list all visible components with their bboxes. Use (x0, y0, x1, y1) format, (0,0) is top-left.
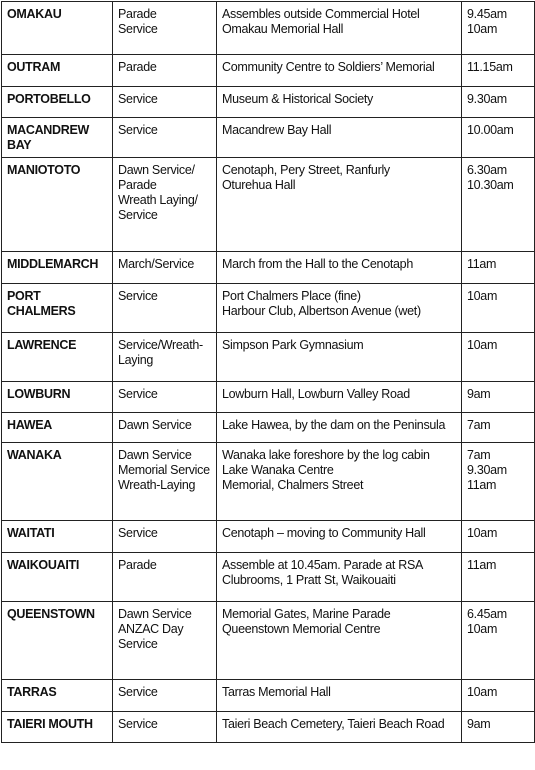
location-cell: Wanaka lake foreshore by the log cabin Lake Wanaka Centre Memorial, Chalmers Street (217, 443, 462, 521)
location-cell: Assembles outside Commercial Hotel Omakau Memorial Hall (217, 2, 462, 55)
event-type-cell: Dawn Service/ Parade Wreath Laying/ Service (113, 158, 217, 252)
table-row (2, 333, 535, 382)
table-row (2, 158, 535, 252)
location-cell: Simpson Park Gymnasium (217, 333, 462, 382)
event-type-cell: Service (113, 118, 217, 158)
location-cell: Memorial Gates, Marine Parade Queenstown Memorial Centre (217, 602, 462, 680)
table-row (2, 382, 535, 413)
event-type-cell: Service/Wreath- Laying (113, 333, 217, 382)
location-cell: Macandrew Bay Hall (217, 118, 462, 158)
event-type-cell: Dawn Service (113, 413, 217, 443)
event-type-cell: Service (113, 284, 217, 333)
table-row (2, 55, 535, 87)
location-cell: Tarras Memorial Hall (217, 680, 462, 712)
place-cell: MANIOTOTO (2, 158, 113, 252)
location-cell: Community Centre to Soldiers’ Memorial (217, 55, 462, 87)
anzac-services-table (1, 1, 535, 743)
time-cell: 6.45am 10am (462, 602, 535, 680)
event-type-cell: Parade (113, 553, 217, 602)
place-cell: WAITATI (2, 521, 113, 553)
time-cell: 11.15am (462, 55, 535, 87)
event-type-cell: Service (113, 712, 217, 743)
event-type-cell: Parade Service (113, 2, 217, 55)
time-cell: 6.30am 10.30am (462, 158, 535, 252)
time-cell: 9am (462, 382, 535, 413)
table-row (2, 413, 535, 443)
event-type-cell: Dawn Service Memorial Service Wreath-Laying (113, 443, 217, 521)
event-type-cell: Parade (113, 55, 217, 87)
table-row (2, 602, 535, 680)
table-row (2, 553, 535, 602)
event-type-cell: March/Service (113, 252, 217, 284)
time-cell: 11am (462, 252, 535, 284)
event-type-cell: Service (113, 382, 217, 413)
table-row (2, 284, 535, 333)
table-row (2, 521, 535, 553)
time-cell: 10am (462, 333, 535, 382)
place-cell: TAIERI MOUTH (2, 712, 113, 743)
place-cell: HAWEA (2, 413, 113, 443)
location-cell: Taieri Beach Cemetery, Taieri Beach Road (217, 712, 462, 743)
time-cell: 10am (462, 521, 535, 553)
table-row (2, 2, 535, 55)
table-body (2, 2, 535, 743)
time-cell: 7am (462, 413, 535, 443)
event-type-cell: Service (113, 87, 217, 118)
place-cell: OMAKAU (2, 2, 113, 55)
time-cell: 7am 9.30am 11am (462, 443, 535, 521)
place-cell: MIDDLEMARCH (2, 252, 113, 284)
table-row (2, 680, 535, 712)
place-cell: WAIKOUAITI (2, 553, 113, 602)
event-type-cell: Service (113, 521, 217, 553)
place-cell: WANAKA (2, 443, 113, 521)
table-row (2, 712, 535, 743)
place-cell: PORTOBELLO (2, 87, 113, 118)
event-type-cell: Service (113, 680, 217, 712)
location-cell: Museum & Historical Society (217, 87, 462, 118)
place-cell: LAWRENCE (2, 333, 113, 382)
time-cell: 9.30am (462, 87, 535, 118)
location-cell: Assemble at 10.45am. Parade at RSA Clubrooms, 1 Pratt St, Waikouaiti (217, 553, 462, 602)
time-cell: 9am (462, 712, 535, 743)
place-cell: OUTRAM (2, 55, 113, 87)
location-cell: March from the Hall to the Cenotaph (217, 252, 462, 284)
place-cell: TARRAS (2, 680, 113, 712)
place-cell: QUEENSTOWN (2, 602, 113, 680)
table-row (2, 87, 535, 118)
place-cell: LOWBURN (2, 382, 113, 413)
time-cell: 10am (462, 284, 535, 333)
location-cell: Port Chalmers Place (fine) Harbour Club, Albertson Avenue (wet) (217, 284, 462, 333)
location-cell: Cenotaph – moving to Community Hall (217, 521, 462, 553)
table-row (2, 118, 535, 158)
time-cell: 10am (462, 680, 535, 712)
time-cell: 10.00am (462, 118, 535, 158)
time-cell: 11am (462, 553, 535, 602)
time-cell: 9.45am 10am (462, 2, 535, 55)
place-cell: PORT CHALMERS (2, 284, 113, 333)
event-type-cell: Dawn Service ANZAC Day Service (113, 602, 217, 680)
location-cell: Lowburn Hall, Lowburn Valley Road (217, 382, 462, 413)
table-row (2, 443, 535, 521)
place-cell: MACANDREW BAY (2, 118, 113, 158)
table-row (2, 252, 535, 284)
location-cell: Lake Hawea, by the dam on the Peninsula (217, 413, 462, 443)
location-cell: Cenotaph, Pery Street, Ranfurly Oturehua Hall (217, 158, 462, 252)
